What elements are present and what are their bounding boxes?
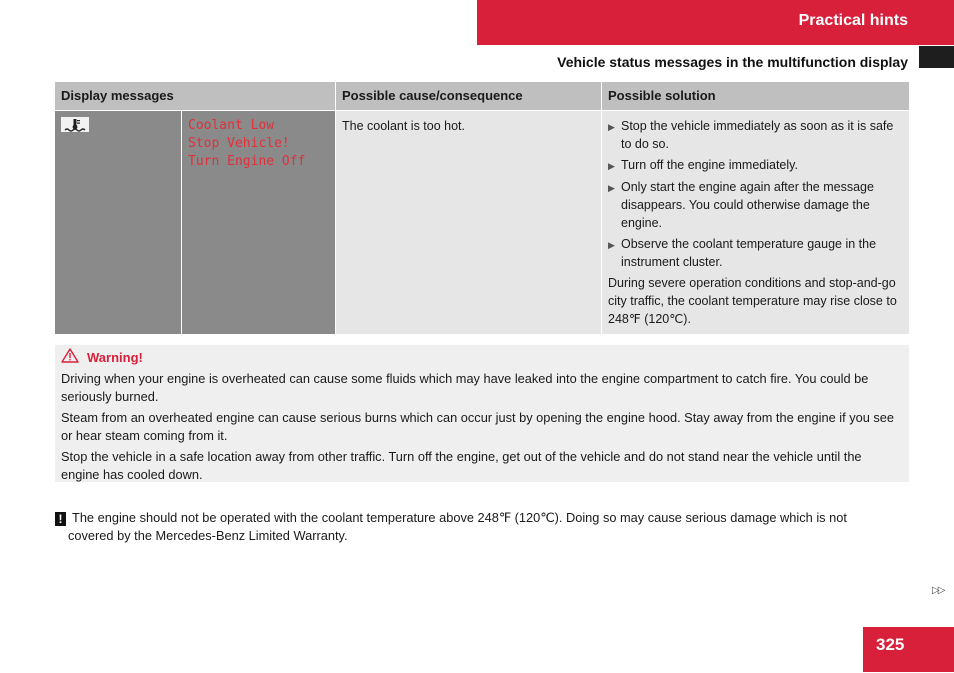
display-line-2: Stop Vehicle! bbox=[188, 136, 290, 151]
display-line-3: Turn Engine Off bbox=[188, 154, 306, 169]
warning-heading bbox=[61, 348, 903, 368]
warning-triangle-icon bbox=[61, 348, 79, 368]
solution-text: Stop the vehicle immediately as soon as it is safe to do so. bbox=[621, 119, 894, 151]
solution-item bbox=[608, 178, 903, 232]
solution-text: Observe the coolant temperature gauge in the instrument cluster. bbox=[621, 237, 877, 269]
solution-item bbox=[608, 235, 903, 271]
warning-paragraph: Steam from an overheated engine can cause serious burns which can occur just by opening the engine hood. Stay away from the engine if you see or hear steam coming from it. bbox=[61, 410, 895, 443]
caution-note bbox=[55, 509, 909, 545]
continue-arrow-icon: ▷▷ bbox=[932, 585, 944, 596]
warning-title: Warning! bbox=[87, 350, 143, 365]
caution-text-line2: covered by the Mercedes-Benz Limited Warranty. bbox=[68, 528, 348, 543]
bullet-arrow-icon: ▶ bbox=[608, 122, 615, 132]
warning-paragraph: Stop the vehicle in a safe location away from other traffic. Turn off the engine, get out of the vehicle and do not stand near the vehicle until the engine has cooled down. bbox=[61, 449, 862, 482]
coolant-temperature-icon bbox=[61, 117, 89, 132]
solution-cell bbox=[602, 111, 910, 335]
solution-note: During severe operation conditions and stop-and-go city traffic, the coolant temperature may rise close to 248℉ (120℃). bbox=[608, 276, 897, 326]
warning-paragraph: Driving when your engine is overheated can cause some fluids which may have leaked into the engine compartment to catch fire. You could be seriously burned. bbox=[61, 371, 869, 404]
table-row bbox=[55, 111, 909, 335]
cause-text: The coolant is too hot. bbox=[342, 119, 465, 133]
header-cause: Possible cause/consequence bbox=[336, 82, 602, 111]
solution-text: Turn off the engine immediately. bbox=[621, 158, 798, 172]
display-text-cell bbox=[182, 111, 336, 335]
status-message-table bbox=[55, 82, 909, 334]
table-header-row bbox=[55, 82, 909, 111]
bullet-arrow-icon: ▶ bbox=[608, 161, 615, 171]
side-tab-marker bbox=[919, 46, 954, 68]
display-icon-cell bbox=[55, 111, 182, 335]
bullet-arrow-icon: ▶ bbox=[608, 240, 615, 250]
chapter-header-bar bbox=[477, 0, 954, 45]
solution-item bbox=[608, 156, 903, 175]
page-number: 325 bbox=[863, 627, 954, 672]
header-display-messages: Display messages bbox=[55, 82, 336, 111]
caution-exclamation-icon: ! bbox=[55, 512, 66, 526]
header-solution: Possible solution bbox=[602, 82, 910, 111]
bullet-arrow-icon: ▶ bbox=[608, 183, 615, 193]
caution-text-line1: The engine should not be operated with the coolant temperature above 248℉ (120℃). Doing so may cause serious damage which is not bbox=[72, 510, 847, 525]
cause-cell bbox=[336, 111, 602, 335]
solution-text: Only start the engine again after the message disappears. You could otherwise damage the engine. bbox=[621, 180, 874, 230]
chapter-title: Practical hints bbox=[798, 12, 908, 29]
display-line-1: Coolant Low bbox=[188, 118, 275, 133]
section-title: Vehicle status messages in the multifunction display bbox=[557, 54, 908, 70]
solution-item bbox=[608, 117, 903, 153]
warning-box bbox=[55, 345, 909, 482]
